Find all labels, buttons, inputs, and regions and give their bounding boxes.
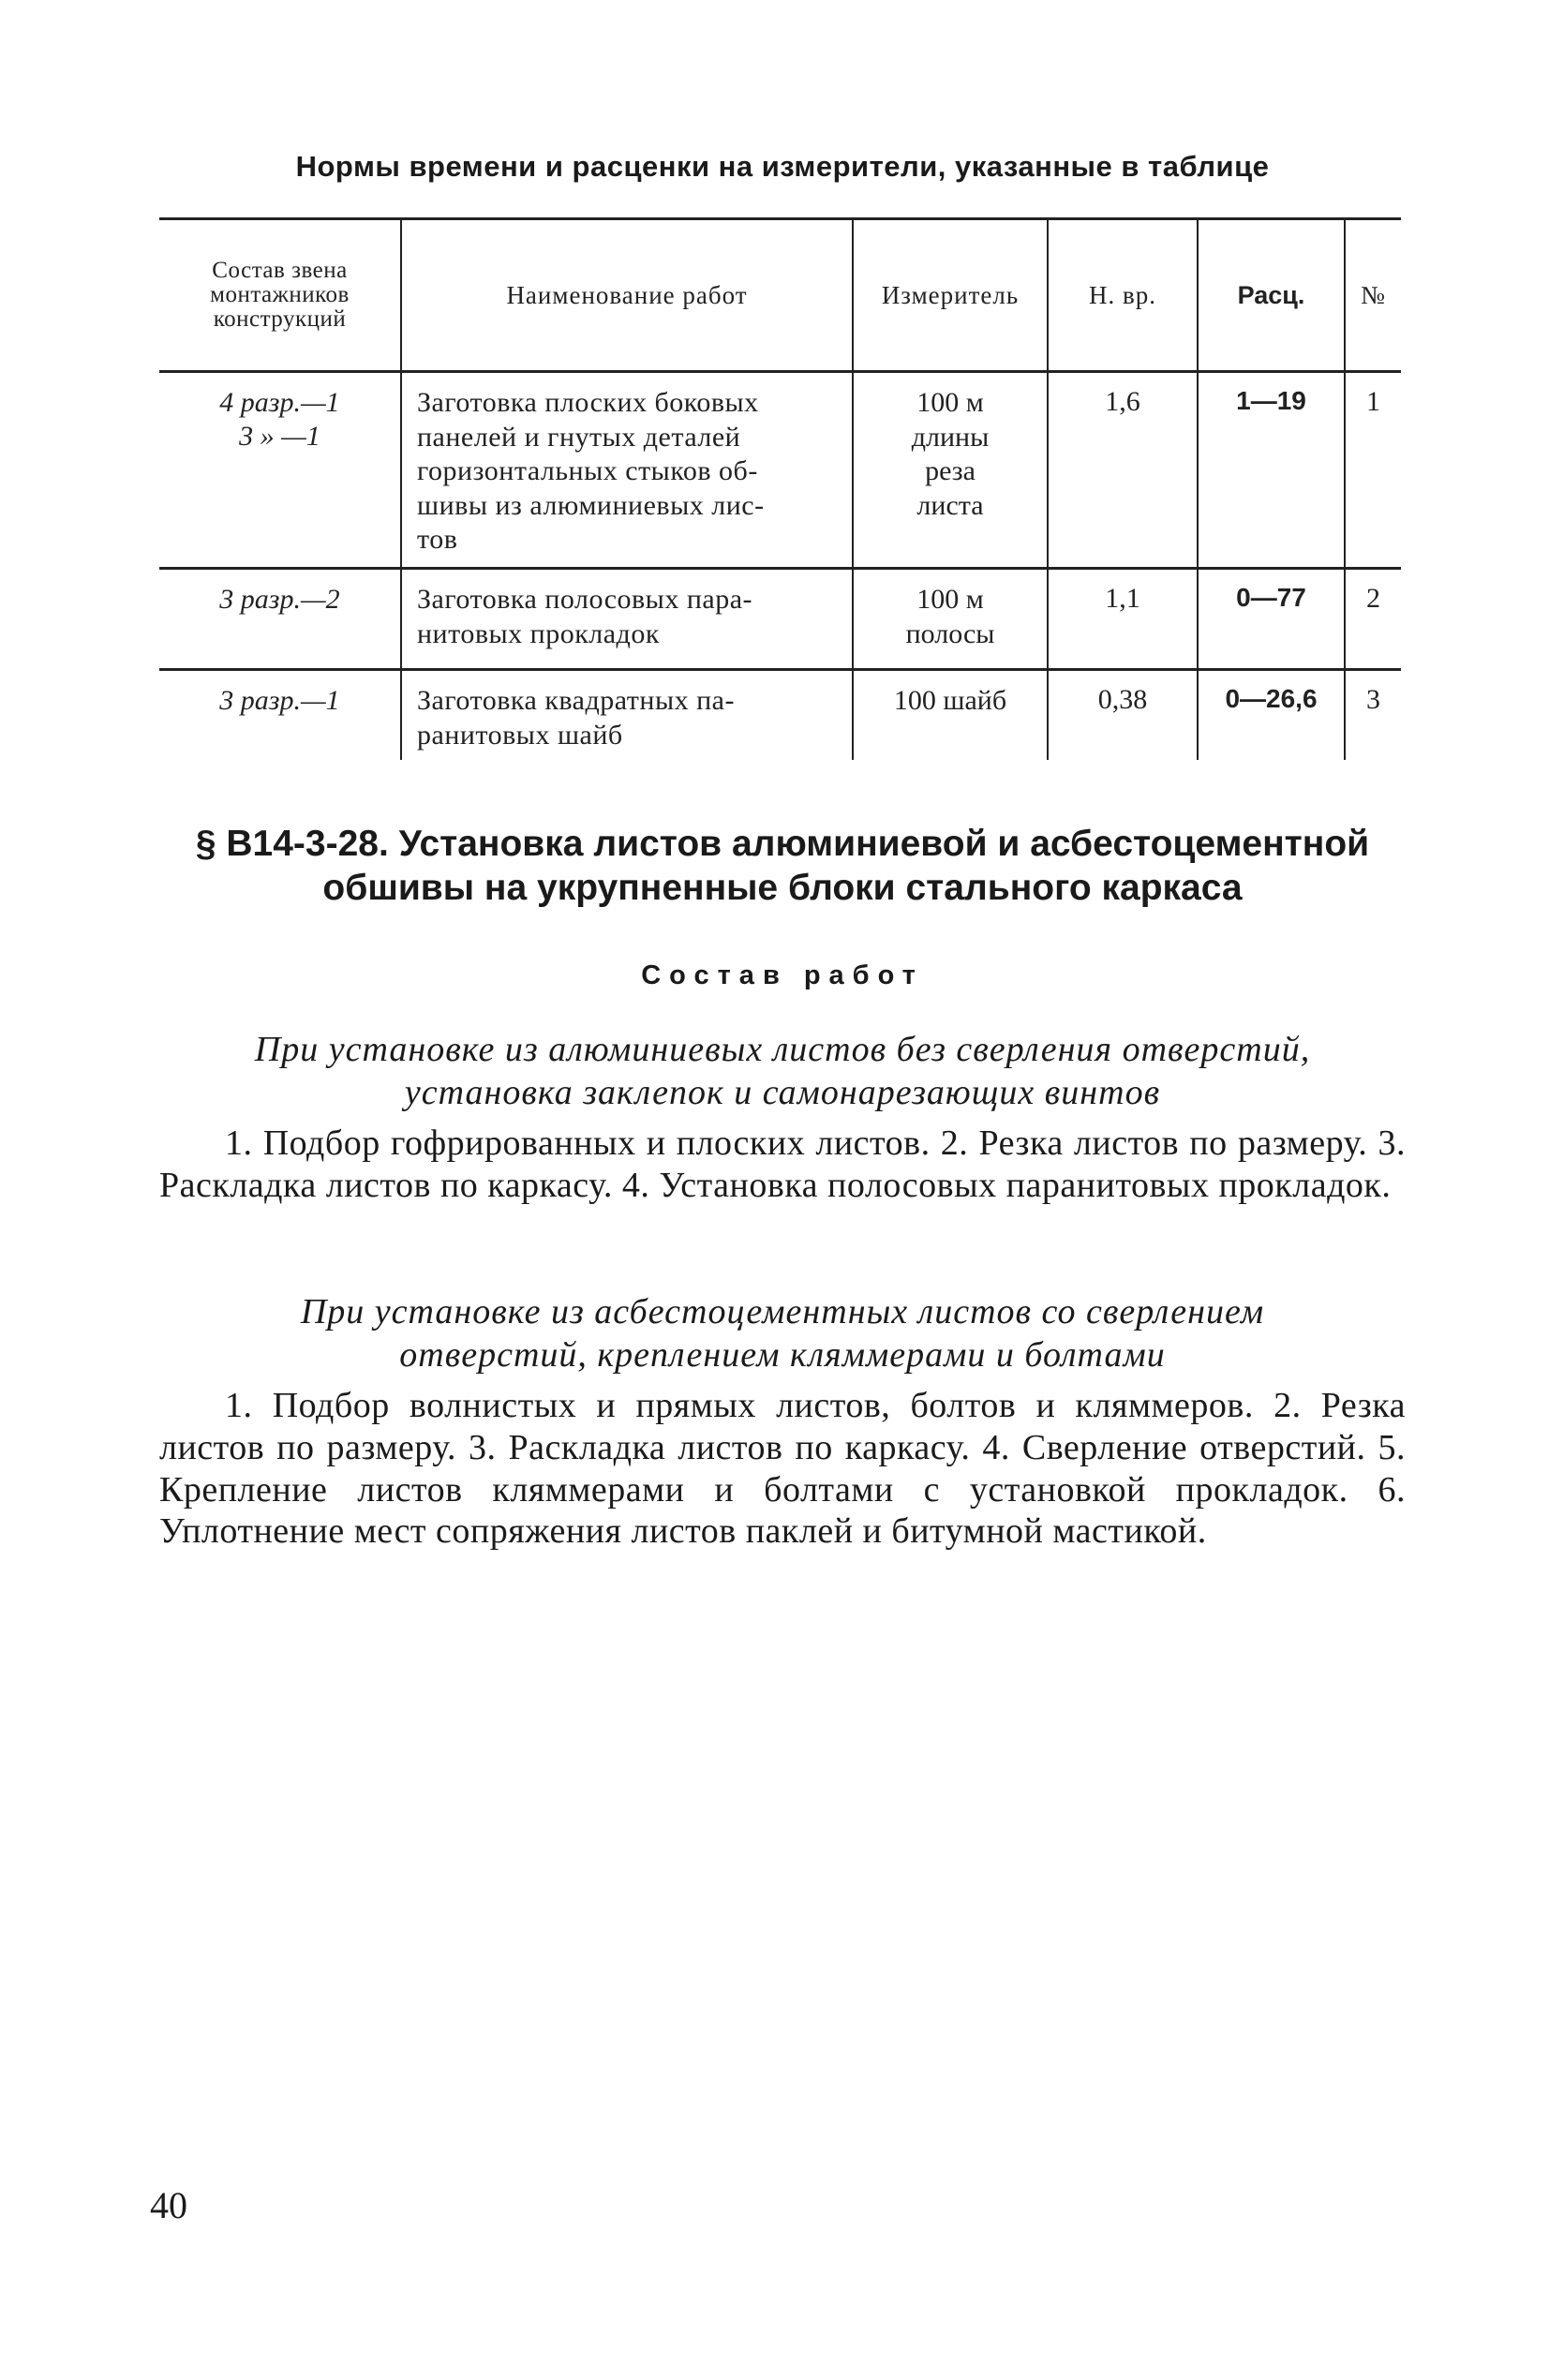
norms-table [159, 217, 1401, 760]
header-num: № [1345, 219, 1401, 372]
cell-measure: 100 м длины реза листа [853, 372, 1048, 569]
cell-crew: 3 разр.—2 [219, 584, 340, 615]
cell-work: Заготовка квадратных па- ранитовых шайб [401, 670, 853, 761]
table-row [159, 372, 1401, 569]
asbestos-subheading: При установке из асбестоцементных листов со сверлением отверстий, креплением кляммерами и болтами [300, 1292, 1265, 1375]
cell-num: 1 [1345, 372, 1401, 569]
cell-norm: 1,6 [1048, 372, 1198, 569]
aluminium-paragraph: 1. Подбор гофрированных и плоских листов. 2. Резка листов по размеру. 3. Раскладка листов по каркасу. 4. Установка полосовых паранитовых прокладок. [159, 1123, 1406, 1205]
cell-crew: 3 разр.—1 [219, 685, 340, 716]
cell-crew: 4 разр.—1 3 » —1 [219, 387, 340, 452]
cell-norm: 0,38 [1048, 670, 1198, 761]
asbestos-paragraph: 1. Подбор волнистых и прямых листов, болтов и кляммеров. 2. Резка листов по размеру. 3. Раскладка листов по каркасу. 4. Сверление отверстий. 5. Крепление листов кляммерами и болтами с установкой прокладок. 6. Уплотнение мест сопряжения листов паклей и битумной мастикой. [159, 1386, 1406, 1552]
table-header-row [159, 219, 1401, 372]
section-title: § В14-3-28. Установка листов алюминиевой и асбестоцементной обшивы на укрупненные блоки стального каркаса [195, 824, 1370, 908]
cell-rate: 0—77 [1198, 569, 1345, 670]
aluminium-subheading: При установке из алюминиевых листов без сверления отверстий, установка заклепок и самонарезающих винтов [254, 1030, 1311, 1112]
page-number: 40 [150, 2184, 187, 2226]
cell-num: 2 [1345, 569, 1401, 670]
cell-norm: 1,1 [1048, 569, 1198, 670]
cell-work: Заготовка плоских боковых панелей и гнутых деталей горизонтальных стыков об- шивы из алюминиевых лис- тов [401, 372, 853, 569]
cell-work: Заготовка полосовых пара- нитовых прокладок [401, 569, 853, 670]
cell-rate: 0—26,6 [1198, 670, 1345, 761]
cell-measure: 100 м полосы [853, 569, 1048, 670]
cell-measure: 100 шайб [853, 670, 1048, 761]
header-measure: Измеритель [853, 219, 1048, 372]
header-norm: Н. вр. [1048, 219, 1198, 372]
cell-num: 3 [1345, 670, 1401, 761]
header-rate: Расц. [1198, 219, 1345, 372]
table-row [159, 670, 1401, 761]
norms-table-title: Нормы времени и расценки на измерители, указанные в таблице [295, 150, 1270, 183]
table-row [159, 569, 1401, 670]
cell-rate: 1—19 [1198, 372, 1345, 569]
header-work: Наименование работ [401, 219, 853, 372]
header-crew: Состав звена монтажников конструкций [210, 257, 350, 333]
composition-heading: Состав работ [641, 960, 924, 990]
